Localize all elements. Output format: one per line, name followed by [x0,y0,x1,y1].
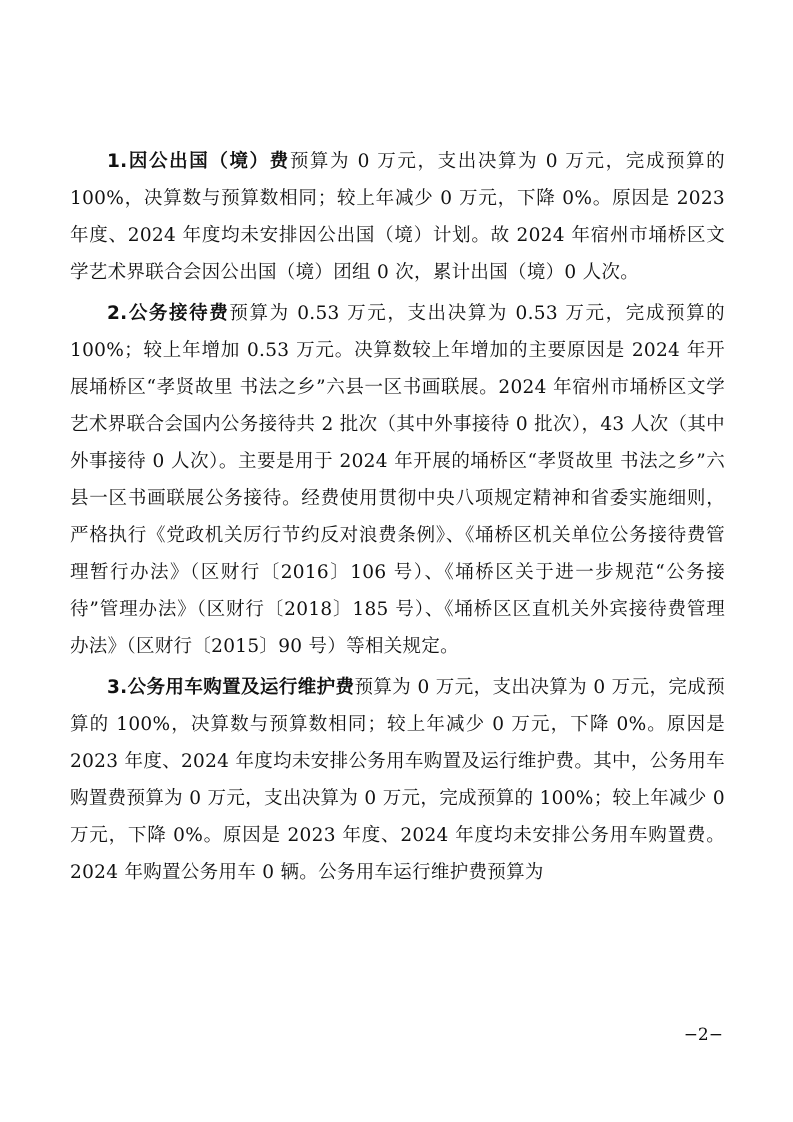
section-official-vehicles [70,669,725,891]
section-outbound-travel [70,143,725,291]
section-body-outbound-travel: 预算为 0 万元，支出决算为 0 万元，完成预算的 100%，决算数与预算数相同；较上年减少 0 万元，下降 0%。原因是 2023 年度、2024 年度均未安排因公出国（境）计划。故 2024 年宿州市埇桥区文学艺术界联合会因公出国（境）团组 0 次，累计出国（境）0 人次。 [70,151,725,283]
section-body-official-reception: 预算为 0.53 万元，支出决算为 0.53 万元，完成预算的 100%；较上年增加 0.53 万元。决算数较上年增加的主要原因是 2024 年开展埇桥区“孝贤故里 书法之乡”六县一区书画联展。2024 年宿州市埇桥区文学艺术界联合会国内公务接待共 2 批次（其中外事接待 0 批次），43 人次（其中外事接待 0 人次）。主要是用于 2024 年开展的埇桥区“孝贤故里 书法之乡”六县一区书画联展公务接待。经费使用贯彻中央八项规定精神和省委实施细则，严格执行《党政机关厉行节约反对浪费条例》、《埇桥区机关单位公务接待费管理暂行办法》（区财行〔2016〕106 号）、《埇桥区关于进一步规范“公务接待”管理办法》（区财行〔2018〕185 号）、《埇桥区区直机关外宾接待费管理办法》（区财行〔2015〕90 号）等相关规定。 [70,303,725,657]
section-body-official-vehicles: 预算为 0 万元，支出决算为 0 万元，完成预算的 100%，决算数与预算数相同；较上年减少 0 万元，下降 0%。原因是 2023 年度、2024 年度均未安排公务用车购置及运行维护费。其中，公务用车购置费预算为 0 万元，支出决算为 0 万元，完成预算的 100%；较上年减少 0 万元，下降 0%。原因是 2023 年度、2024 年度均未安排公务用车购置费。2024 年购置公务用车 0 辆。公务用车运行维护费预算为 [70,677,725,883]
document-page [70,143,725,891]
section-heading-outbound-travel: 1.因公出国（境）费 [107,151,290,172]
page-number: −2− [683,1025,723,1045]
section-heading-official-vehicles: 3.公务用车购置及运行维护费 [107,677,355,698]
section-heading-official-reception: 2.公务接待费 [107,303,230,324]
section-official-reception [70,295,725,665]
